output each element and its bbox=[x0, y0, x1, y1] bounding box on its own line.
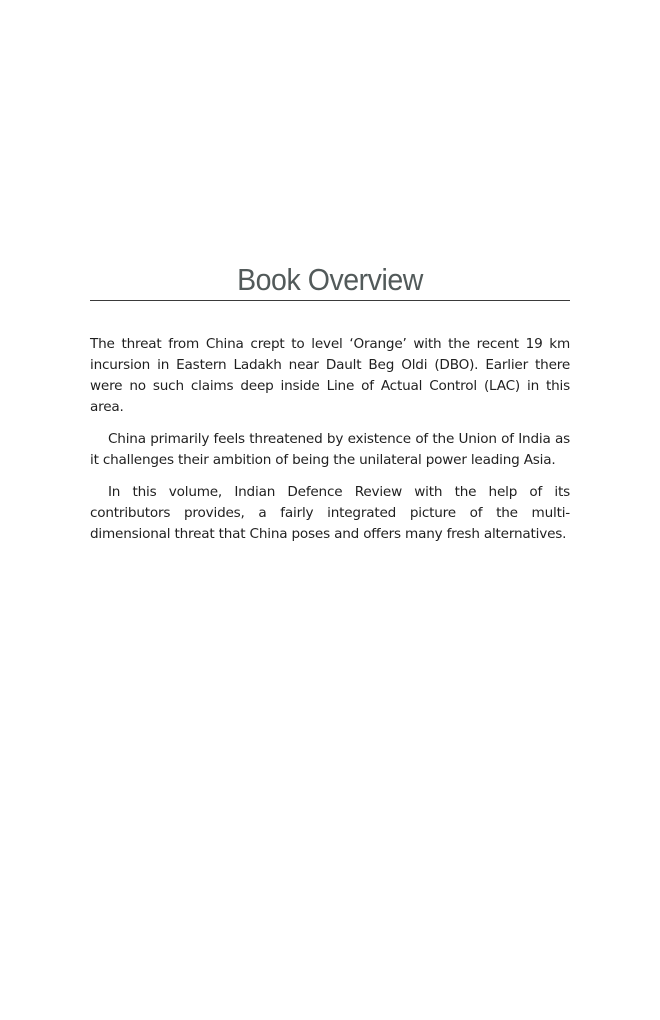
page-title: Book Overview bbox=[237, 262, 423, 297]
overview-body bbox=[90, 334, 570, 545]
paragraph-2: China primarily feels threatened by existence of the Union of India as it challenges their ambition of being the unilateral power leading Asia. bbox=[90, 431, 570, 468]
page-content bbox=[90, 262, 570, 556]
paragraph-1: The threat from China crept to level ‘Orange’ with the recent 19 km incursion in Eastern Ladakh near Dault Beg Oldi (DBO). Earlier there were no such claims deep inside Line of Actual Control (LAC) in this area. bbox=[90, 336, 570, 415]
paragraph-3: In this volume, Indian Defence Review with the help of its contributors provides, a fairly integrated picture of the multi-dimensional threat that China poses and offers many fresh alternatives. bbox=[90, 484, 570, 542]
title-divider bbox=[90, 300, 570, 301]
